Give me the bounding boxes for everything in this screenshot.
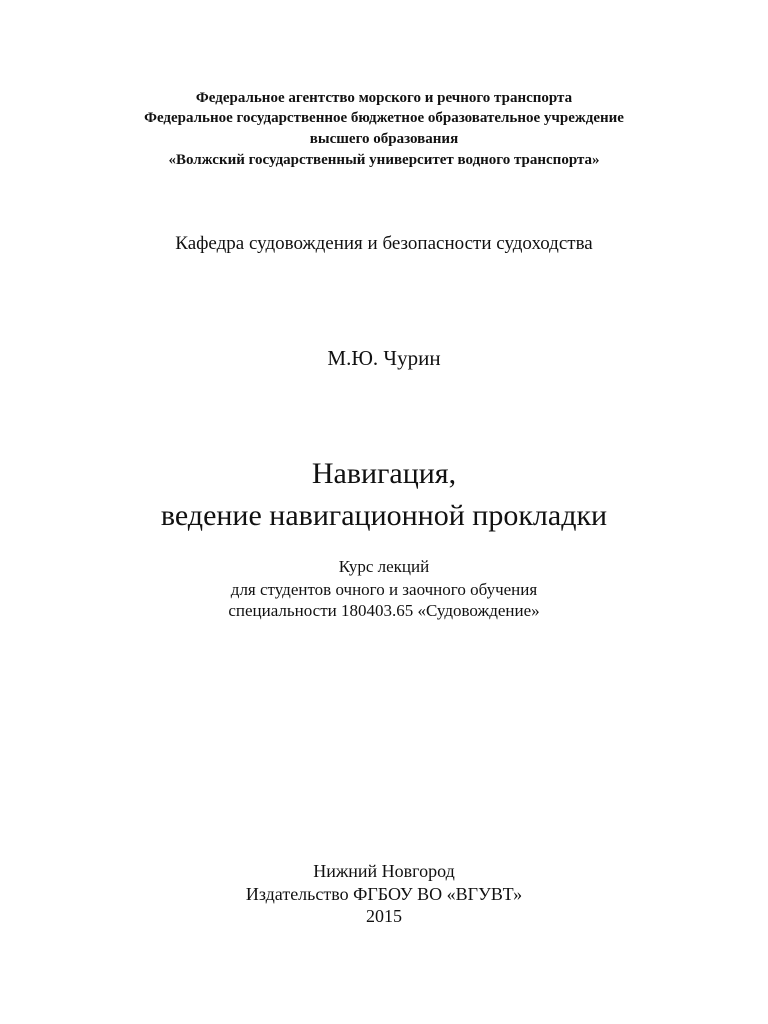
institution-type: Федеральное государственное бюджетное образовательное учреждение bbox=[144, 110, 624, 126]
subtitle-course-type: Курс лекций bbox=[338, 557, 430, 576]
author-name: М.Ю. Чурин bbox=[327, 346, 441, 370]
title-line-2: ведение навигационной прокладки bbox=[160, 499, 608, 532]
subtitle-specialty: специальности 180403.65 «Судовождение» bbox=[228, 601, 540, 620]
title-line-1: Навигация, bbox=[311, 457, 457, 490]
imprint-city: Нижний Новгород bbox=[313, 861, 455, 881]
department-name: Кафедра судовождения и безопасности судоходства bbox=[175, 233, 593, 254]
subtitle-audience: для студентов очного и заочного обучения bbox=[230, 580, 538, 599]
education-level: высшего образования bbox=[309, 131, 459, 147]
agency-name: Федеральное агентство морского и речного транспорта bbox=[195, 90, 573, 106]
university-name: «Волжский государственный университет водного транспорта» bbox=[168, 152, 600, 168]
imprint-publisher: Издательство ФГБОУ ВО «ВГУВТ» bbox=[245, 884, 523, 904]
imprint-year: 2015 bbox=[366, 906, 402, 926]
